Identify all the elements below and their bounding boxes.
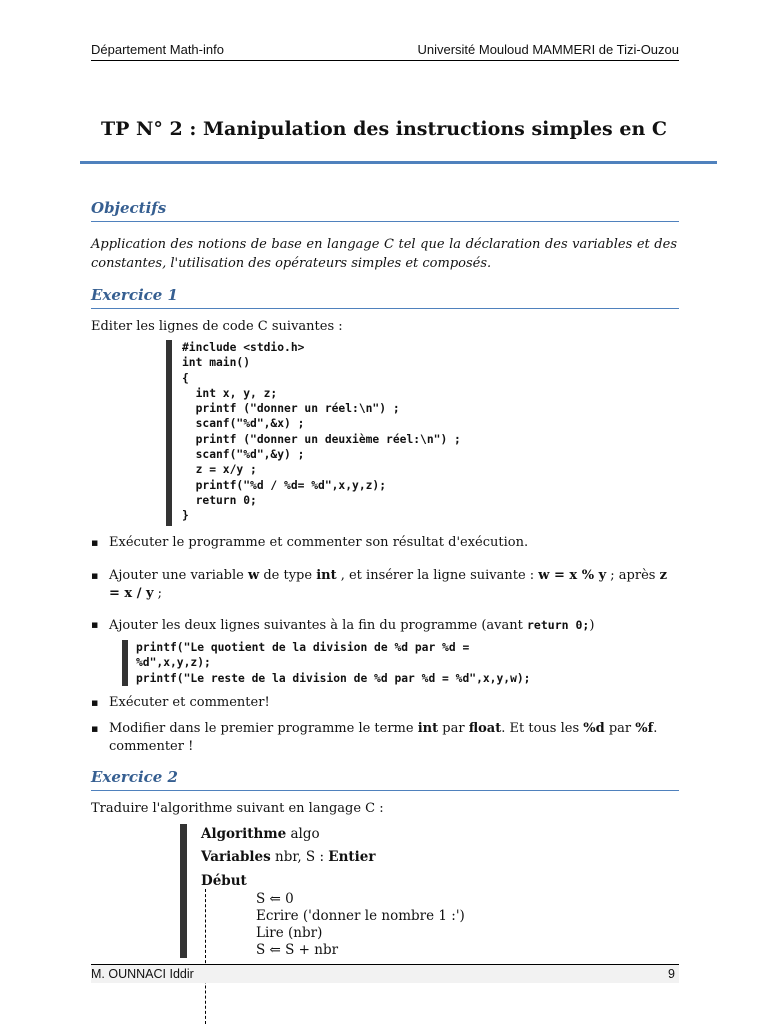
- header-department: Département Math-info: [91, 42, 224, 57]
- algorithm-block: [180, 824, 487, 958]
- algo-line: S ⇐ S + nbr: [256, 942, 339, 958]
- exercice2-intro: Traduire l'algorithme suivant en langage C :: [91, 801, 384, 816]
- objectifs-text: Application des notions de base en langage C tel que la déclaration des variables et des constantes, l'utilisation des opérateurs simples et composés.: [91, 237, 677, 271]
- exercice1-heading: Exercice 1: [91, 286, 679, 309]
- algo-line: Lire (nbr): [256, 925, 323, 941]
- exercice1-intro: Editer les lignes de code C suivantes :: [91, 319, 343, 334]
- bullet-icon: ▪: [91, 696, 99, 709]
- page-title: TP N° 2 : Manipulation des instructions simples en C: [100, 118, 668, 140]
- bullet-icon: ▪: [91, 618, 99, 631]
- bullet-icon: ▪: [91, 569, 99, 582]
- page-number: 9: [668, 967, 675, 981]
- page-footer: [91, 964, 679, 983]
- objectifs-heading: Objectifs: [91, 199, 679, 222]
- footer-author: M. OUNNACI Iddir: [91, 967, 194, 981]
- code-block-printf: [122, 640, 686, 686]
- algo-variables-line: Variables nbr, S : Entier: [201, 849, 376, 865]
- bullet-icon: ▪: [91, 722, 99, 735]
- code-block-main: [166, 340, 502, 526]
- page-header: [91, 42, 679, 61]
- code-listing: #include <stdio.h> int main() { int x, y, z; printf ("donner un réel:\n") ; scanf("%d",&x) ; printf ("donner un deuxième réel:\n") ; scanf("%d",&y) ; z = x/y ; printf("%d / %d= %d",x,y,z); return 0; }: [182, 341, 461, 523]
- bullet-text: Ajouter une variable w de type int , et insérer la ligne suivante : w = x % y ; après z = x / y ;: [109, 568, 667, 601]
- bullet-icon: ▪: [91, 536, 99, 549]
- bullet-text: Exécuter le programme et commenter son résultat d'exécution.: [109, 535, 529, 550]
- algo-line: Ecrire ('donner le nombre 1 :'): [256, 908, 465, 924]
- bullet-modifier: [91, 720, 679, 756]
- bullet-text: Ajouter les deux lignes suivantes à la fin du programme (avant return 0;): [109, 618, 595, 633]
- bullet-ajouter-lignes: [91, 616, 679, 635]
- bullet-executer: [91, 534, 679, 552]
- algo-dashed-guide: [205, 889, 206, 1024]
- bullet-text: Modifier dans le premier programme le terme int par float. Et tous les %d par %f. commenter !: [109, 721, 658, 754]
- algo-debut: Début: [201, 873, 247, 889]
- algo-title-line: Algorithme algo: [201, 826, 320, 842]
- header-university: Université Mouloud MAMMERI de Tizi-Ouzou: [417, 42, 679, 57]
- bullet-ajouter-variable: [91, 567, 679, 603]
- exercice2-heading: Exercice 2: [91, 768, 679, 791]
- code-listing-printf: printf("Le quotient de la division de %d par %d = %d",x,y,z); printf("Le reste de la division de %d par %d = %d",x,y,w);: [136, 641, 531, 685]
- bullet-executer-commenter: [91, 694, 679, 712]
- bullet-text: Exécuter et commenter!: [109, 695, 270, 710]
- algo-line: S ⇐ 0: [256, 891, 294, 907]
- title-divider: [80, 161, 717, 164]
